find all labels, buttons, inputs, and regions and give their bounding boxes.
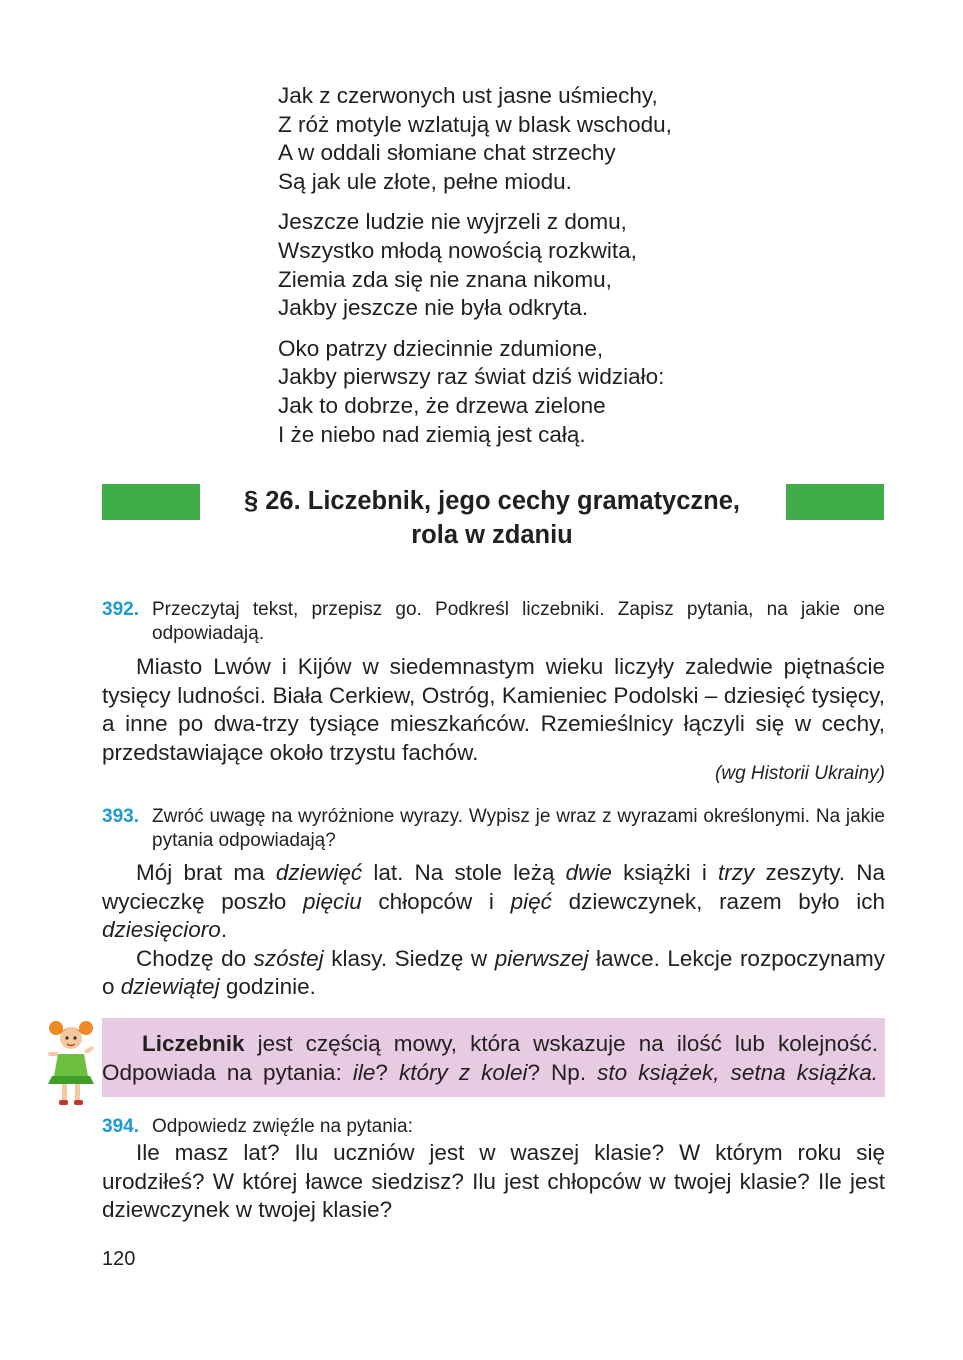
highlighted-word: dziesięcioro xyxy=(102,917,221,943)
instruction-text: Przeczytaj tekst, przepisz go. Podkreśl liczebniki. Zapisz pytania, na jakie one odpowiadają. xyxy=(152,599,885,644)
poem-line: Są jak ule złote, pełne miodu. xyxy=(278,168,572,194)
exercise-instruction xyxy=(102,1115,885,1139)
exercise-number: 393. xyxy=(102,806,139,827)
text-run: zeszyty. Na wycieczkę poszło xyxy=(102,860,885,914)
heading-bar-left xyxy=(102,484,200,520)
paragraph xyxy=(102,859,885,945)
text-run: dziewczynek, razem było ich xyxy=(551,888,885,914)
exercise-text xyxy=(102,653,885,767)
highlighted-word: pięć xyxy=(510,888,552,914)
instruction-text: Odpowiedz zwięźle na pytania: xyxy=(152,1116,413,1137)
text-run: ? xyxy=(375,1060,400,1085)
text-run: jest częścią mowy, która wskazuje na ilość lub kolejność. Odpowiada na pytania: xyxy=(102,1031,878,1085)
heading-bar-right xyxy=(786,484,884,520)
highlighted-word: dziewięć xyxy=(275,860,363,885)
exercise-392 xyxy=(102,598,885,785)
poem-line: A w oddali słomiane chat strzechy xyxy=(278,140,616,166)
exercise-394 xyxy=(102,1115,885,1225)
rule-term: Liczebnik xyxy=(142,1031,245,1056)
poem-line: Jakby pierwszy raz świat dziś widziało: xyxy=(278,364,665,390)
exercise-393 xyxy=(102,805,885,1002)
girl-illustration-icon xyxy=(44,1018,98,1108)
highlighted-word: pięciu xyxy=(302,888,362,914)
poem-line: Ziemia zda się nie znana nikomu, xyxy=(278,266,612,292)
text-run: godzinie. xyxy=(219,974,316,1000)
poem-line: Jeszcze ludzie nie wyjrzeli z domu, xyxy=(278,209,627,235)
exercise-instruction xyxy=(102,598,885,646)
rule-example: sto książek, setna książka. xyxy=(597,1060,878,1085)
poem-stanza xyxy=(278,208,672,322)
poem-line: Jak z czerwonych ust jasne uśmiechy, xyxy=(278,83,658,108)
highlighted-word: dwie xyxy=(565,860,612,885)
highlighted-word: dziewiątej xyxy=(120,974,220,1000)
poem-stanza xyxy=(278,335,672,449)
exercise-instruction xyxy=(102,805,885,853)
section-heading xyxy=(200,484,784,552)
poem-stanza xyxy=(278,82,672,196)
text-run: . xyxy=(220,917,228,943)
exercise-number: 394. xyxy=(102,1116,139,1137)
text-run: Chodzę do xyxy=(136,945,254,971)
exercise-number: 392. xyxy=(102,599,139,620)
section-heading-line1: § 26. Liczebnik, jego cechy gramatyczne, xyxy=(243,487,741,515)
poem xyxy=(278,82,672,461)
poem-line: Oko patrzy dziecinnie zdumione, xyxy=(278,335,604,361)
rule-paragraph xyxy=(102,1029,878,1087)
highlighted-word: pierwszej xyxy=(494,945,589,971)
section-heading-line2: rola w zdaniu xyxy=(411,521,573,549)
text-run: chłopców i xyxy=(361,888,511,914)
poem-line: Z róż motyle wzlatują w blask wschodu, xyxy=(278,111,672,137)
rule-question: który z kolei xyxy=(399,1060,528,1085)
poem-line: Wszystko młodą nowością rozkwita, xyxy=(278,237,637,263)
poem-line: I że niebo nad ziemią jest całą. xyxy=(278,421,586,447)
text-run: książki i xyxy=(611,860,719,885)
rule-text xyxy=(102,1029,878,1087)
text-run: klasy. Siedzę w xyxy=(323,945,495,971)
source-citation: (wg Historii Ukrainy) xyxy=(715,763,885,785)
poem-line: Jak to dobrze, że drzewa zielone xyxy=(278,392,606,418)
text-run: Mój brat ma xyxy=(136,860,276,885)
paragraph: Miasto Lwów i Kijów w siedemnastym wieku liczyły zaledwie piętnaście tysięcy ludności. Biała Cerkiew, Ostróg, Kamieniec Podolski – dziesięć tysięcy, a inne po dwa-trzy tysiące mieszkańców. Rzemieślnicy łączyli się w cechy, przedstawiające około trzystu fachów. xyxy=(102,654,885,765)
page-number: 120 xyxy=(102,1248,136,1270)
text-run: ławce. Lekcje rozpoczynamy o xyxy=(102,945,885,1000)
poem-line: Jakby jeszcze nie była odkryta. xyxy=(278,295,589,321)
paragraph xyxy=(102,945,885,1002)
text-run: ? Np. xyxy=(527,1060,598,1085)
rule-question: ile xyxy=(352,1060,376,1085)
text-run: lat. Na stole leżą xyxy=(362,860,566,885)
exercise-text xyxy=(102,1139,885,1225)
highlighted-word: trzy xyxy=(718,860,755,885)
exercise-text xyxy=(102,859,885,1002)
highlighted-word: szóstej xyxy=(253,945,324,971)
paragraph: Ile masz lat? Ilu uczniów jest w waszej klasie? W którym roku się urodziłeś? W której ławce siedzisz? Ilu jest chłopców w twojej klasie? Ile jest dziewczynek w twojej klasie? xyxy=(102,1140,885,1223)
instruction-text: Zwróć uwagę na wyróżnione wyrazy. Wypisz je wraz z wyrazami określonymi. Na jakie pytania odpowiadają? xyxy=(152,806,885,851)
